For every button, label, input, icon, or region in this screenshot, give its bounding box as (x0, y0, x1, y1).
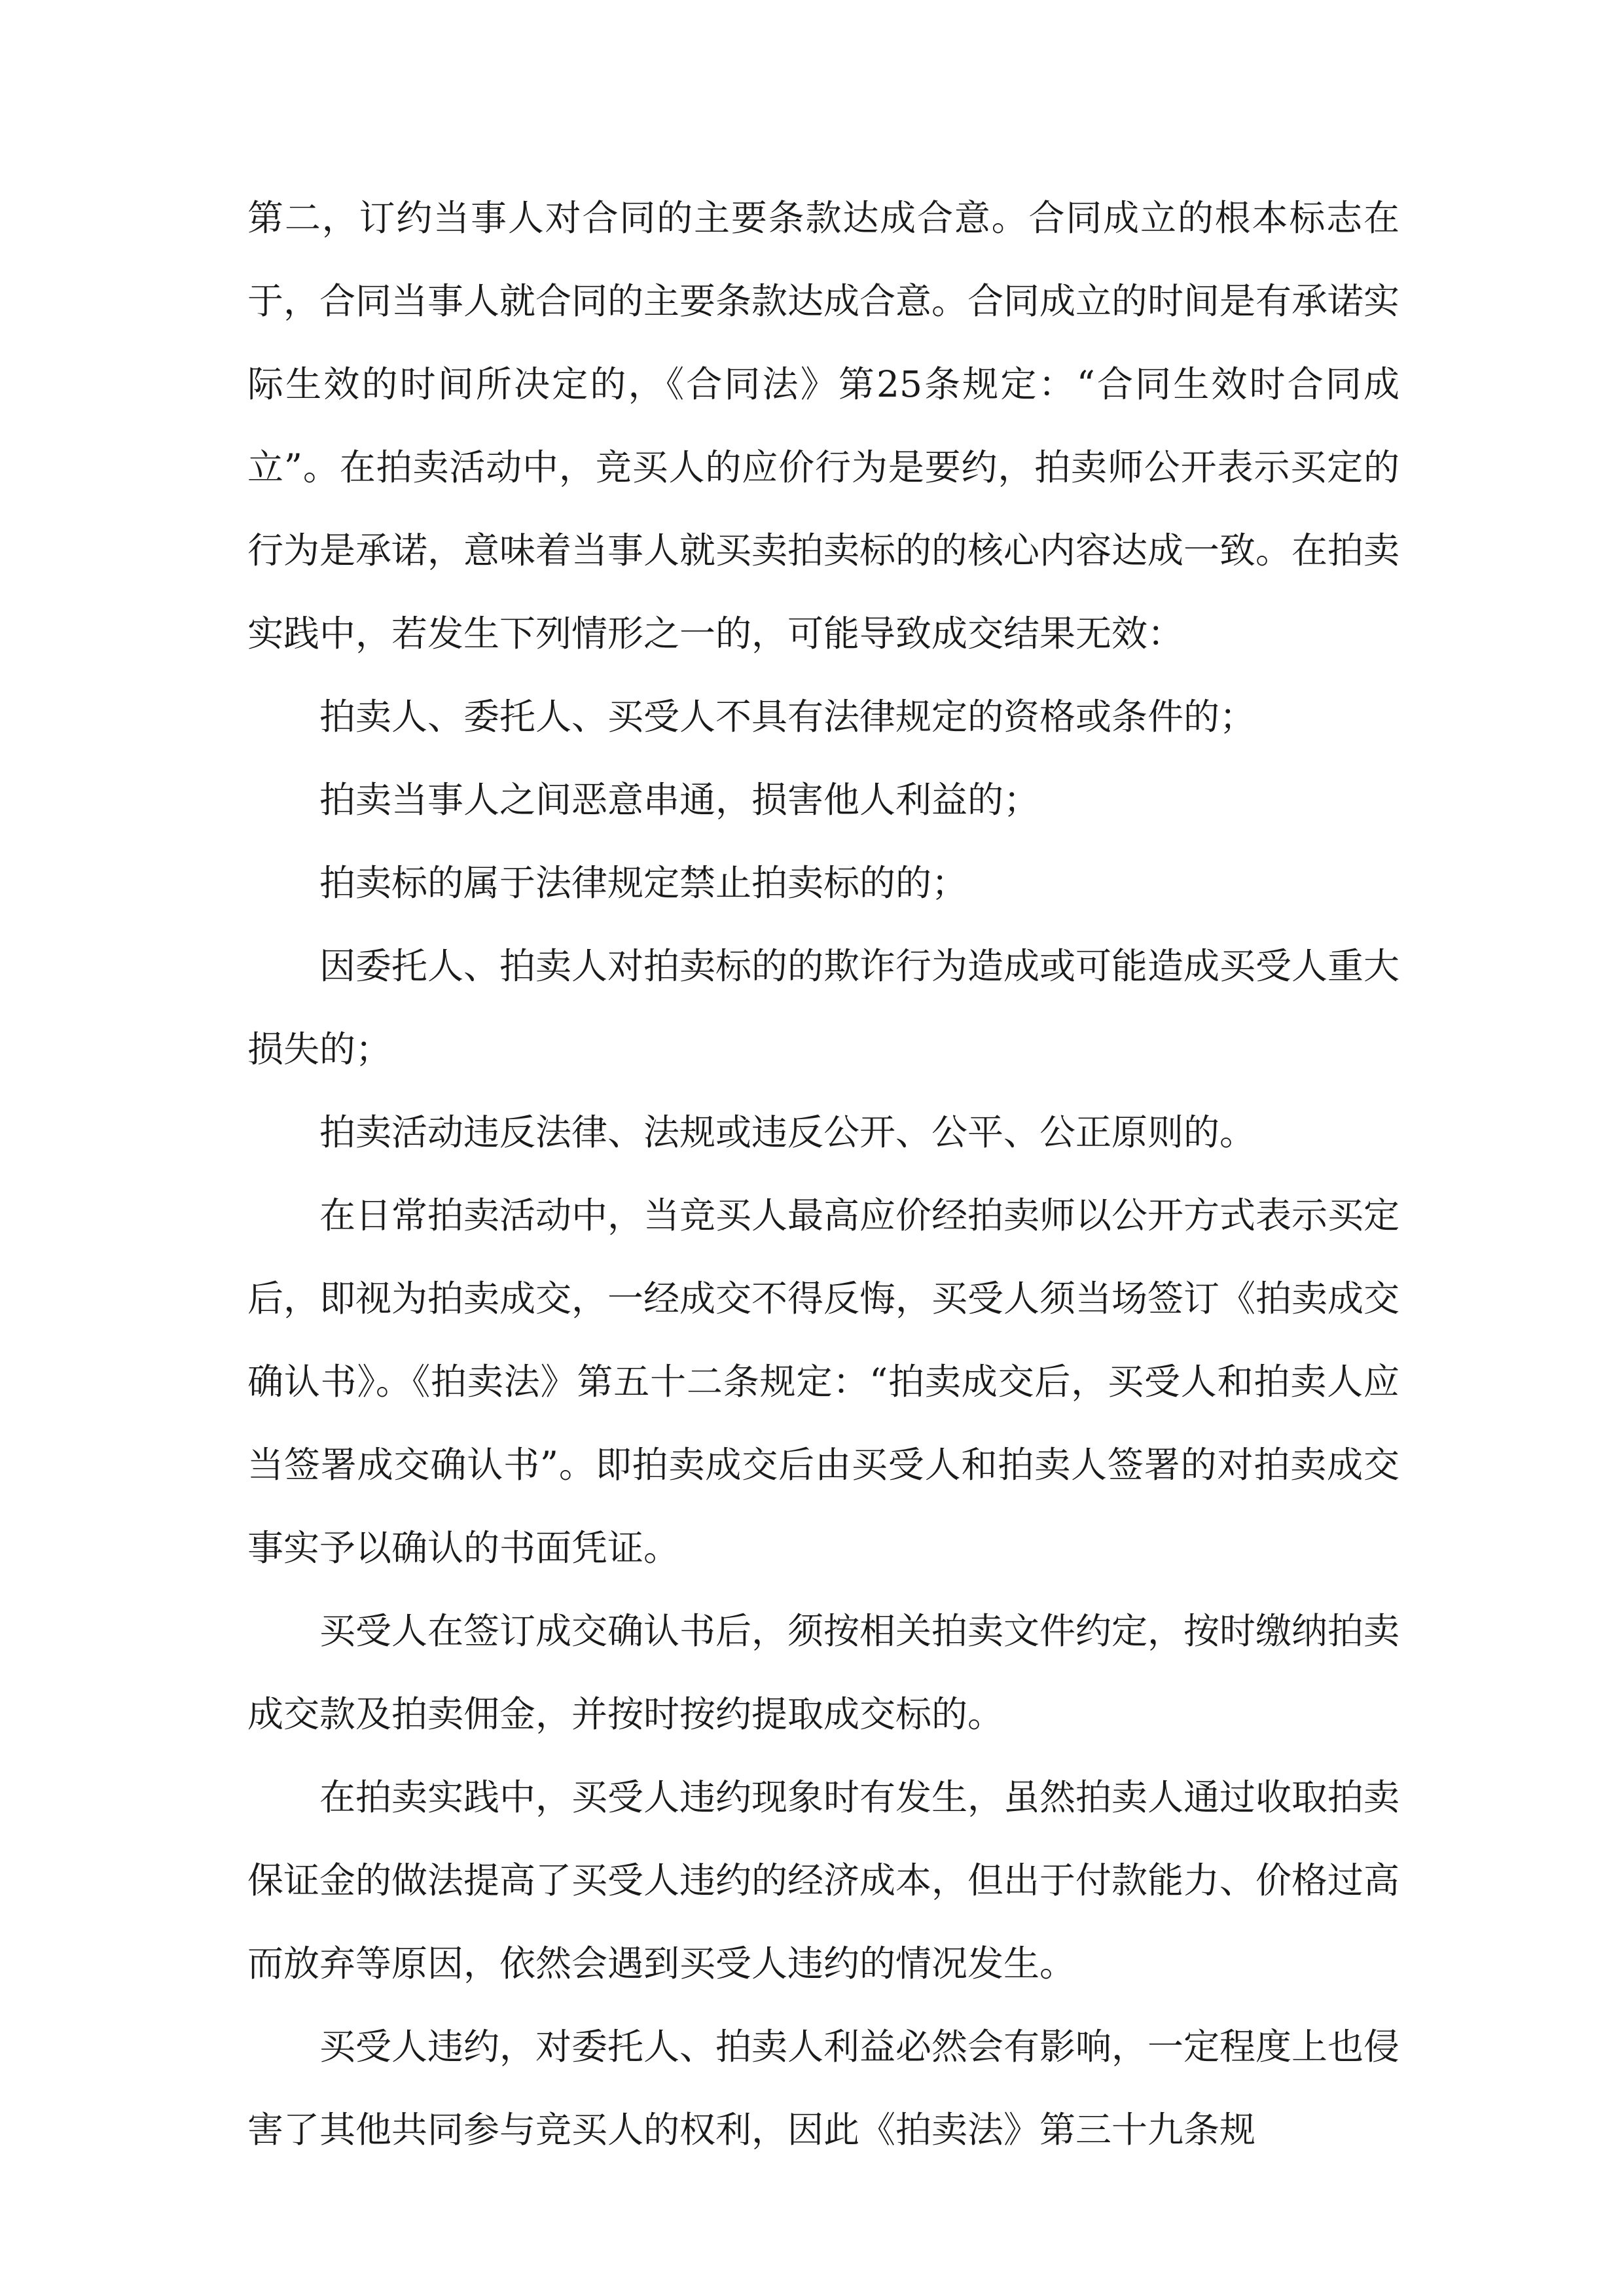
paragraph: 在日常拍卖活动中，当竞买人最高应价经拍卖师以公开方式表示买定后，即视为拍卖成交，一经成交不得反悔，买受人须当场签订《拍卖成交确认书》。《拍卖法》第五十二条规定：“拍卖成交后，买受人和拍卖人应当签署成交确认书”。即拍卖成交后由买受人和拍卖人签署的对拍卖成交事实予以确认的书面凭证。 (247, 1194, 1400, 1569)
paragraph: 第二，订约当事人对合同的主要条款达成合意。合同成立的根本标志在于，合同当事人就合同的主要条款达成合意。合同成立的时间是有承诺实际生效的时间所决定的，《合同法》第25条规定：“合同生效时合同成立”。在拍卖活动中，竞买人的应价行为是要约，拍卖师公开表示买定的行为是承诺，意味着当事人就买卖拍卖标的的核心内容达成一致。在拍卖实践中，若发生下列情形之一的，可能导致成交结果无效： (247, 197, 1400, 655)
paragraph: 拍卖标的属于法律规定禁止拍卖标的的； (319, 862, 968, 904)
paragraph: 在拍卖实践中，买受人违约现象时有发生，虽然拍卖人通过收取拍卖保证金的做法提高了买受人违约的经济成本，但出于付款能力、价格过高而放弃等原因，依然会遇到买受人违约的情况发生。 (247, 1776, 1400, 1984)
paragraph: 拍卖当事人之间恶意串通，损害他人利益的； (319, 779, 1040, 821)
paragraph: 拍卖人、委托人、买受人不具有法律规定的资格或条件的； (319, 696, 1256, 738)
paragraph: 因委托人、拍卖人对拍卖标的的欺诈行为造成或可能造成买受人重大损失的； (247, 945, 1400, 1070)
paragraph: 买受人违约，对委托人、拍卖人利益必然会有影响，一定程度上也侵害了其他共同参与竞买人的权利，因此《拍卖法》第三十九条规 (247, 2026, 1400, 2151)
document-body (247, 177, 1399, 2172)
paragraph: 拍卖活动违反法律、法规或违反公开、公平、公正原则的。 (319, 1111, 1256, 1153)
paragraph: 买受人在签订成交确认书后，须按相关拍卖文件约定，按时缴纳拍卖成交款及拍卖佣金，并按时按约提取成交标的。 (247, 1610, 1400, 1735)
